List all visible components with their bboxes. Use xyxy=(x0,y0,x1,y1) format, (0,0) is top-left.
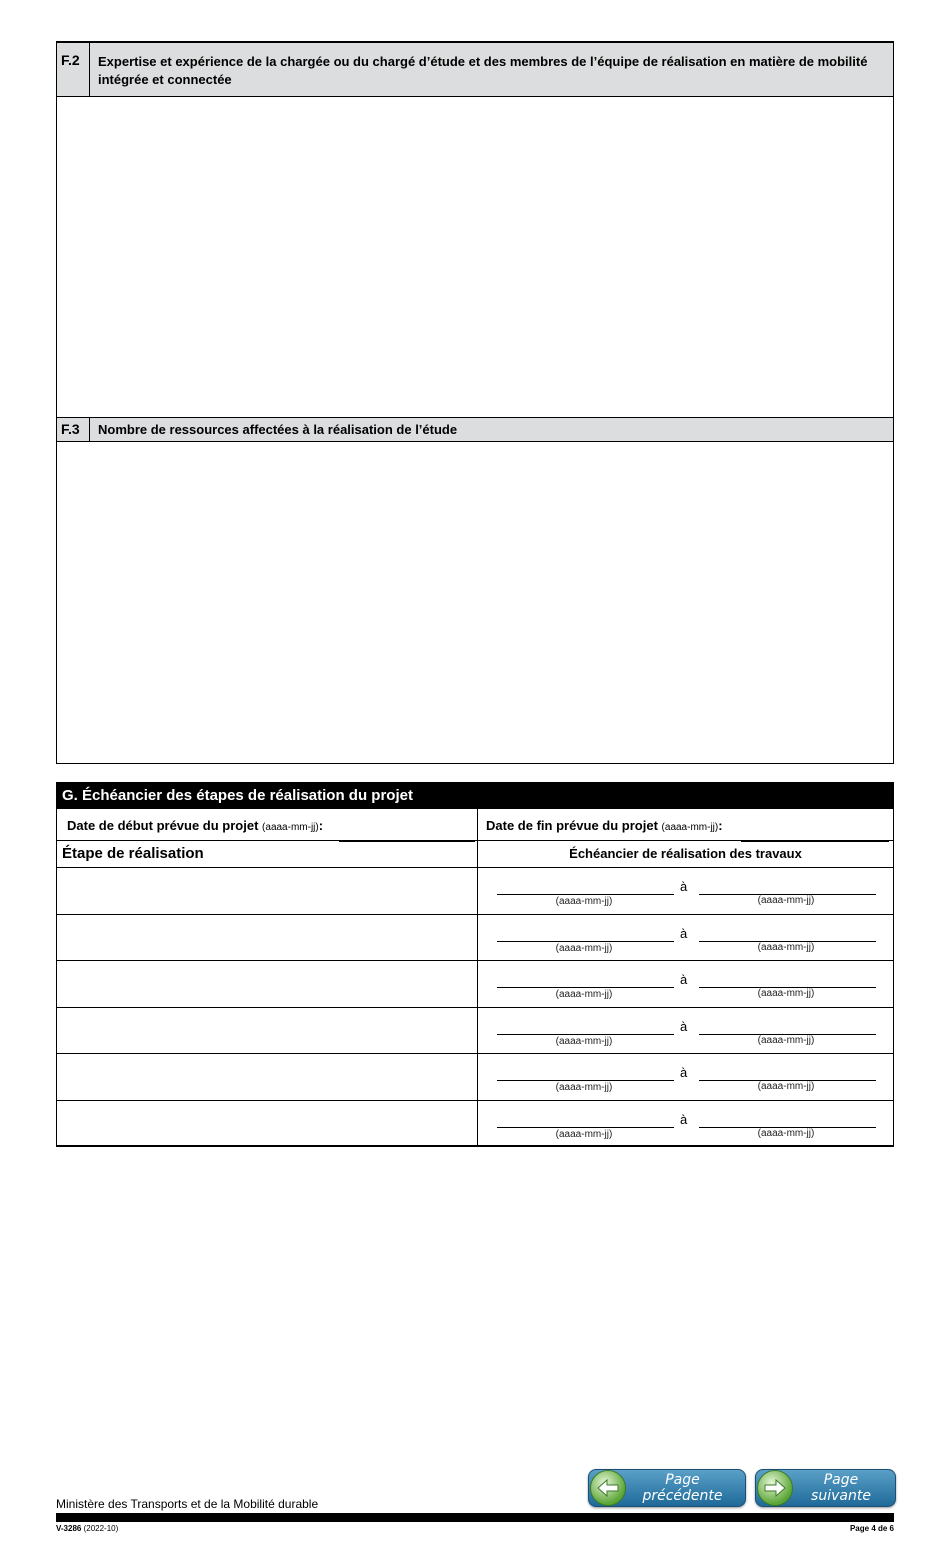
schedule-to-input[interactable] xyxy=(699,1068,876,1081)
to-date-format: (aaaa-mm-jj) xyxy=(757,895,815,906)
range-separator: à xyxy=(680,972,688,988)
schedule-from-input[interactable] xyxy=(497,882,674,895)
section-f3-title: Nombre de ressources affectées à la réalisation de l’étude xyxy=(98,422,458,437)
schedule-row xyxy=(57,1100,893,1148)
from-date-format: (aaaa-mm-jj) xyxy=(555,1082,613,1094)
step-input[interactable] xyxy=(57,1054,489,1101)
step-input[interactable] xyxy=(57,868,489,915)
arrow-right-icon xyxy=(757,1470,793,1506)
step-input[interactable] xyxy=(57,1101,489,1148)
end-date-format: (aaaa-mm-jj) xyxy=(661,822,719,833)
ministry-name: Ministère des Transports et de la Mobilité durable xyxy=(56,1497,319,1511)
range-separator: à xyxy=(680,925,688,941)
to-date-format: (aaaa-mm-jj) xyxy=(757,941,815,953)
arrow-left-icon xyxy=(590,1470,626,1506)
section-f2-number: F.2 xyxy=(57,43,90,96)
section-f3-number: F.3 xyxy=(57,418,90,441)
section-g xyxy=(56,782,894,1147)
range-separator: à xyxy=(680,1065,688,1081)
from-date-format: (aaaa-mm-jj) xyxy=(555,942,613,954)
step-input[interactable] xyxy=(57,961,489,1008)
section-f3-header xyxy=(57,418,893,442)
start-date-colon: : xyxy=(318,818,324,833)
schedule-to-input[interactable] xyxy=(699,929,876,942)
page-number: Page 4 de 6 xyxy=(849,1524,894,1533)
schedule-row xyxy=(57,1007,893,1055)
resources-textarea[interactable] xyxy=(57,442,893,763)
schedule-from-input[interactable] xyxy=(497,1115,674,1128)
to-date-format: (aaaa-mm-jj) xyxy=(757,1128,815,1139)
schedule-column-header xyxy=(57,840,893,868)
schedule-to-input[interactable] xyxy=(699,975,876,988)
schedule-to-input[interactable] xyxy=(699,1115,876,1128)
to-date-format: (aaaa-mm-jj) xyxy=(757,988,815,1000)
schedule-to-input[interactable] xyxy=(699,882,876,895)
end-date-colon: : xyxy=(718,818,723,833)
schedule-to-input[interactable] xyxy=(699,1022,876,1035)
range-separator: à xyxy=(680,1112,688,1127)
schedule-row xyxy=(57,960,893,1008)
section-f2-title: Expertise et expérience de la chargée ou du chargé d’étude et des membres de l’équipe de réalisation en matière de mobilité intégrée et connectée xyxy=(98,54,868,87)
step-input[interactable] xyxy=(57,1008,489,1055)
next-page-button[interactable] xyxy=(755,1469,896,1507)
column-schedule-heading: Échéancier de réalisation des travaux xyxy=(569,846,802,861)
schedule-from-input[interactable] xyxy=(497,1022,674,1035)
footer-bar xyxy=(56,1513,894,1522)
form-identifier xyxy=(56,1524,118,1533)
start-date-format: (aaaa-mm-jj) xyxy=(262,822,319,833)
from-date-format: (aaaa-mm-jj) xyxy=(555,989,613,1001)
section-g-title: G. Échéancier des étapes de réalisation du projet xyxy=(57,783,893,809)
previous-page-button[interactable] xyxy=(588,1469,746,1507)
schedule-row xyxy=(57,867,893,915)
step-input[interactable] xyxy=(57,915,489,962)
planned-dates-row xyxy=(57,809,893,840)
range-separator: à xyxy=(680,879,688,894)
form-date: (2022-10) xyxy=(83,1524,119,1533)
schedule-from-input[interactable] xyxy=(497,1068,674,1081)
expertise-textarea[interactable] xyxy=(57,97,893,417)
column-divider xyxy=(477,809,478,1145)
to-date-format: (aaaa-mm-jj) xyxy=(757,1081,815,1093)
from-date-format: (aaaa-mm-jj) xyxy=(555,1129,613,1140)
start-date-label: Date de début prévue du projet (aaaa-mm-jj): xyxy=(67,818,324,833)
next-page-label: Page suivante xyxy=(811,1472,871,1504)
previous-page-label: Page précédente xyxy=(642,1472,723,1504)
column-step-heading: Étape de réalisation xyxy=(62,845,204,862)
section-f2-header xyxy=(57,43,893,97)
from-date-format: (aaaa-mm-jj) xyxy=(555,896,613,907)
to-date-format: (aaaa-mm-jj) xyxy=(757,1034,815,1046)
form-code: V-3286 xyxy=(56,1524,82,1533)
schedule-row xyxy=(57,914,893,962)
section-f2 xyxy=(56,41,894,418)
schedule-from-input[interactable] xyxy=(497,929,674,942)
schedule-row xyxy=(57,1053,893,1101)
end-date-label: Date de fin prévue du projet (aaaa-mm-jj): xyxy=(486,818,723,833)
from-date-format: (aaaa-mm-jj) xyxy=(555,1035,613,1047)
schedule-from-input[interactable] xyxy=(497,975,674,988)
section-f3 xyxy=(56,417,894,764)
range-separator: à xyxy=(680,1018,688,1034)
